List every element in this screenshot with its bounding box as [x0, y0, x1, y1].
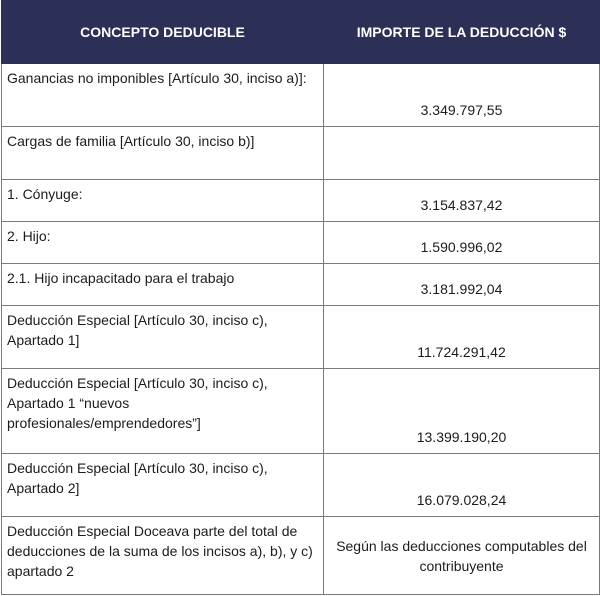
amount-cell: 11.724.291,42 [324, 306, 600, 369]
concept-cell: Deducción Especial [Artículo 30, inciso c), Apartado 2] [2, 454, 324, 517]
amount-cell: 3.154.837,42 [324, 180, 600, 222]
table-row [2, 264, 600, 306]
table-row [2, 64, 600, 127]
column-header-concept: CONCEPTO DEDUCIBLE [2, 1, 324, 64]
table-row [2, 306, 600, 369]
concept-cell: 2. Hijo: [2, 222, 324, 264]
concept-cell: Deducción Especial [Artículo 30, inciso c), Apartado 1 “nuevos profesionales/emprendedores”] [2, 369, 324, 454]
table-row [2, 127, 600, 180]
table-row [2, 222, 600, 264]
amount-cell: 1.590.996,02 [324, 222, 600, 264]
deductions-table [1, 0, 600, 595]
amount-cell: Según las deducciones computables del contribuyente [324, 517, 600, 595]
concept-cell: 2.1. Hijo incapacitado para el trabajo [2, 264, 324, 306]
table-row [2, 369, 600, 454]
concept-cell: Deducción Especial Doceava parte del total de deducciones de la suma de los incisos a), b), y c) apartado 2 [2, 517, 324, 595]
amount-cell: 13.399.190,20 [324, 369, 600, 454]
table-row [2, 517, 600, 595]
column-header-amount: IMPORTE DE LA DEDUCCIÓN $ [324, 1, 600, 64]
amount-cell: 16.079.028,24 [324, 454, 600, 517]
concept-cell: 1. Cónyuge: [2, 180, 324, 222]
table-header-row [2, 1, 600, 64]
concept-cell: Cargas de familia [Artículo 30, inciso b)] [2, 127, 324, 180]
amount-cell: 3.181.992,04 [324, 264, 600, 306]
amount-cell: 3.349.797,55 [324, 64, 600, 127]
concept-cell: Deducción Especial [Artículo 30, inciso c), Apartado 1] [2, 306, 324, 369]
amount-cell [324, 127, 600, 180]
table-row [2, 454, 600, 517]
table-row [2, 180, 600, 222]
concept-cell: Ganancias no imponibles [Artículo 30, inciso a)]: [2, 64, 324, 127]
